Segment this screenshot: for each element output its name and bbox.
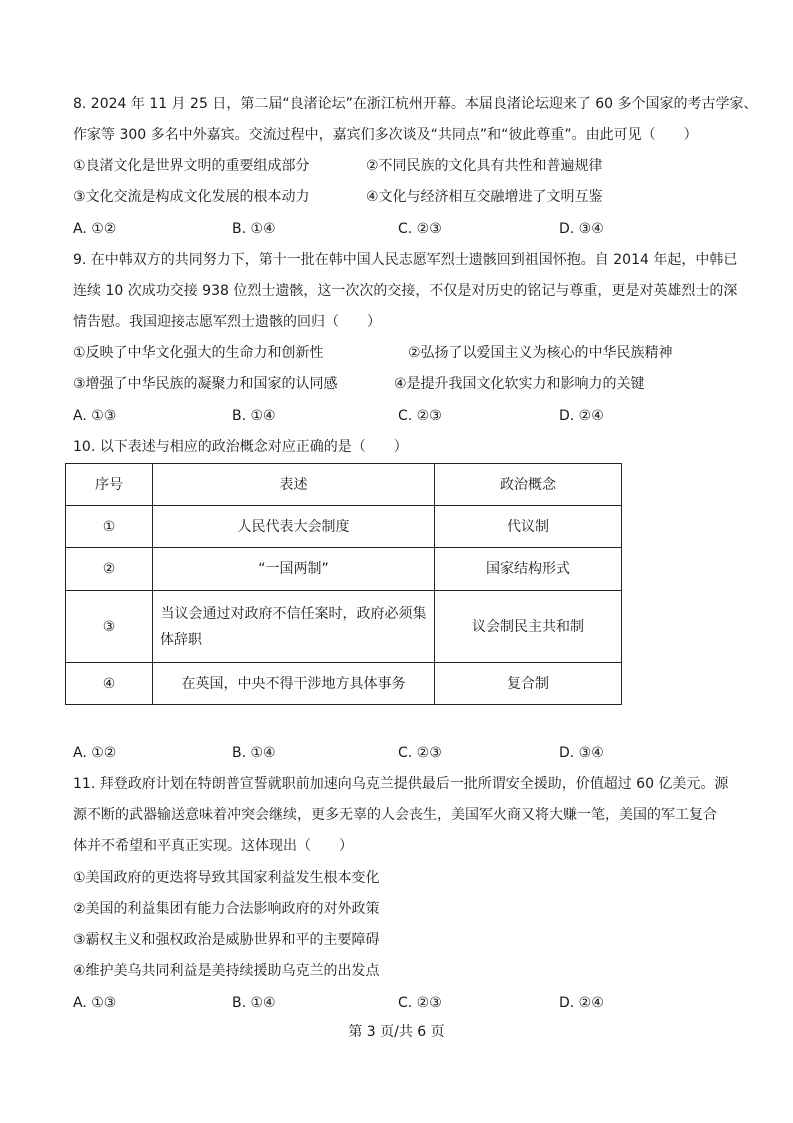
row-number: ④ <box>66 663 153 705</box>
row-concept: 议会制民主共和制 <box>435 591 622 663</box>
q9-option-d[interactable]: D. ②④ <box>559 408 604 424</box>
q10-stem: 10. 以下表述与相应的政治概念对应正确的是（ ） <box>73 439 408 455</box>
q11-option-a[interactable]: A. ①③ <box>73 995 117 1011</box>
row-number: ② <box>66 548 153 591</box>
q8-statement-2: ②不同民族的文化具有共性和普遍规律 <box>366 158 603 174</box>
q11-option-b[interactable]: B. ①④ <box>232 995 276 1011</box>
q11-stem-line-2: 源不断的武器输送意味着冲突会继续，更多无辜的人会丧生，美国军火商又将大赚一笔，美国的军工复合 <box>73 807 717 823</box>
table-row <box>66 591 622 663</box>
q11-statement-1: ①美国政府的更迭将导致其国家利益发生根本变化 <box>73 870 380 886</box>
table-row <box>66 663 622 705</box>
q11-statement-3: ③霸权主义和强权政治是威胁世界和平的主要障碍 <box>73 932 380 948</box>
row-concept: 复合制 <box>435 663 622 705</box>
q10-table <box>65 463 622 705</box>
q11-option-c[interactable]: C. ②③ <box>398 995 442 1011</box>
q11-statement-2: ②美国的利益集团有能力合法影响政府的对外政策 <box>73 901 380 917</box>
q9-stem-line-3: 情告慰。我国迎接志愿军烈士遗骸的回归（ ） <box>73 314 381 330</box>
row-concept: 代议制 <box>435 506 622 548</box>
table-header-description: 表述 <box>153 464 435 506</box>
table-header-row <box>66 464 622 506</box>
row-description: 在英国，中央不得干涉地方具体事务 <box>153 663 435 705</box>
q10-option-b[interactable]: B. ①④ <box>232 745 276 761</box>
q8-option-c[interactable]: C. ②③ <box>398 221 442 237</box>
q11-option-d[interactable]: D. ②④ <box>559 995 604 1011</box>
q8-statement-1: ①良渚文化是世界文明的重要组成部分 <box>73 158 310 174</box>
q8-option-d[interactable]: D. ③④ <box>559 221 604 237</box>
q8-statement-4: ④文化与经济相互交融增进了文明互鉴 <box>366 189 603 205</box>
q9-stem-line-2: 连续 10 次成功交接 938 位烈士遗骸，这一次次的交接，不仅是对历史的铭记与尊重，更是对英雄烈士的深 <box>73 283 738 299</box>
q8-option-b[interactable]: B. ①④ <box>232 221 276 237</box>
row-description <box>153 591 435 663</box>
table-header-concept: 政治概念 <box>435 464 622 506</box>
q9-statement-2: ②弘扬了以爱国主义为核心的中华民族精神 <box>408 345 673 361</box>
table-header-number: 序号 <box>66 464 153 506</box>
row-concept: 国家结构形式 <box>435 548 622 591</box>
q9-statement-3: ③增强了中华民族的凝聚力和国家的认同感 <box>73 376 338 392</box>
q8-stem-line-1: 8. 2024 年 11 月 25 日，第二届“良渚论坛”在浙江杭州开幕。本届良渚论坛迎来了 60 多个国家的考古学家、 <box>73 96 758 112</box>
q8-option-a[interactable]: A. ①② <box>73 221 117 237</box>
row-number: ③ <box>66 591 153 663</box>
page-footer: 第 3 页/共 6 页 <box>348 1024 445 1040</box>
table-row <box>66 506 622 548</box>
row-description-line-1: 当议会通过对政府不信任案时，政府必须集 <box>160 605 427 622</box>
q10-option-d[interactable]: D. ③④ <box>559 745 604 761</box>
q9-statement-1: ①反映了中华文化强大的生命力和创新性 <box>73 345 324 361</box>
row-description-line-2: 体辞职 <box>160 631 202 648</box>
q9-stem-line-1: 9. 在中韩双方的共同努力下，第十一批在韩中国人民志愿军烈士遗骸回到祖国怀抱。自 2014 年起，中韩已 <box>73 252 738 268</box>
q10-option-c[interactable]: C. ②③ <box>398 745 442 761</box>
row-description: 人民代表大会制度 <box>153 506 435 548</box>
q9-option-a[interactable]: A. ①③ <box>73 408 117 424</box>
row-number: ① <box>66 506 153 548</box>
q9-option-c[interactable]: C. ②③ <box>398 408 442 424</box>
row-description: “一国两制” <box>153 548 435 591</box>
q11-stem-line-1: 11. 拜登政府计划在特朗普宣誓就职前加速向乌克兰提供最后一批所谓安全援助，价值超过 60 亿美元。源 <box>73 776 729 792</box>
q10-option-a[interactable]: A. ①② <box>73 745 117 761</box>
q9-statement-4: ④是提升我国文化软实力和影响力的关键 <box>394 376 645 392</box>
q8-statement-3: ③文化交流是构成文化发展的根本动力 <box>73 189 310 205</box>
q11-stem-line-3: 体并不希望和平真正实现。这体现出（ ） <box>73 838 353 854</box>
q9-option-b[interactable]: B. ①④ <box>232 408 276 424</box>
q8-stem-line-2: 作家等 300 多名中外嘉宾。交流过程中，嘉宾们多次谈及“共同点”和“彼此尊重”。由此可见（ ） <box>73 127 698 143</box>
table-row <box>66 548 622 591</box>
q11-statement-4: ④维护美乌共同利益是美持续援助乌克兰的出发点 <box>73 963 380 979</box>
